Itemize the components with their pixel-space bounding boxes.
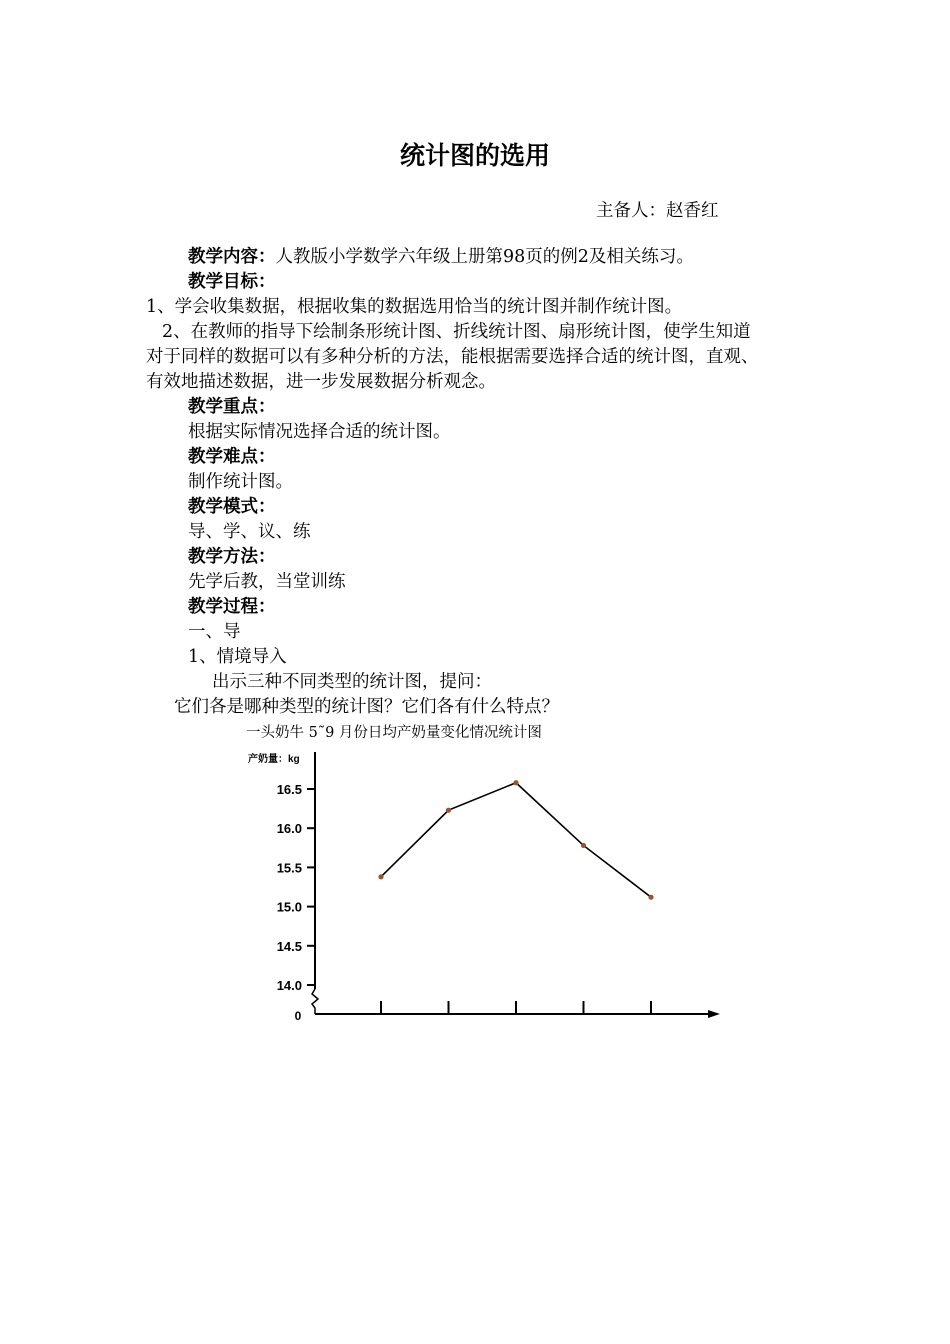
difficulty-label: 教学难点： [188, 447, 276, 467]
goal-2-line-1: 2、在教师的指导下绘制条形统计图、折线统计图、扇形统计图，使学生知道 [162, 322, 751, 342]
method-text: 先学后教，当堂训练 [188, 572, 346, 592]
y-tick-label: 16.0 [276, 821, 302, 837]
data-point [513, 780, 518, 785]
mode-label: 教学模式： [188, 497, 276, 517]
step-1-text: 出示三种不同类型的统计图，提问： [212, 672, 492, 692]
author-line: 主备人：赵香红 [596, 201, 719, 221]
question: 它们各是哪种类型的统计图？它们各有什么特点？ [174, 697, 559, 717]
mode-text: 导、学、议、练 [188, 522, 311, 542]
content-label: 教学内容： [188, 247, 276, 267]
y-axis-label: 产奶量：kg [248, 754, 300, 765]
data-point [378, 874, 383, 879]
key-label: 教学重点： [188, 397, 276, 417]
difficulty-text: 制作统计图。 [188, 472, 293, 492]
y-tick-label: 14.5 [276, 938, 302, 954]
series-line [381, 783, 651, 897]
data-point [581, 843, 586, 848]
process-label: 教学过程： [188, 597, 276, 617]
goal-2-line-3: 有效地描述数据，进一步发展数据分析观念。 [146, 372, 496, 392]
section-1: 一、导 [188, 622, 241, 642]
y-tick-label: 15.5 [276, 860, 302, 876]
key-text: 根据实际情况选择合适的统计图。 [188, 422, 451, 442]
x-axis-arrow [708, 1010, 720, 1018]
method-label: 教学方法： [188, 547, 276, 567]
goals-label: 教学目标： [188, 272, 276, 292]
y-tick-label: 14.0 [276, 978, 302, 993]
axis-break-mark [312, 989, 318, 1014]
document-title: 统计图的选用 [399, 141, 550, 170]
origin-label: 0 [294, 1009, 302, 1023]
content-text: 人教版小学数学六年级上册第98页的例2及相关练习。 [275, 247, 694, 267]
data-point [648, 895, 653, 900]
step-1: 1、情境导入 [188, 647, 287, 667]
y-tick-label: 16.5 [276, 782, 302, 797]
chart-title: 一头奶牛 5˜9 月份日均产奶量变化情况统计图 [246, 725, 542, 741]
y-tick-label: 15.0 [276, 899, 302, 915]
goal-2-line-2: 对于同样的数据可以有多种分析的方法，能根据需要选择合适的统计图，直观、 [146, 347, 759, 367]
data-point [446, 808, 451, 813]
goal-1: 1、学会收集数据，根据收集的数据选用恰当的统计图并制作统计图。 [146, 297, 683, 317]
